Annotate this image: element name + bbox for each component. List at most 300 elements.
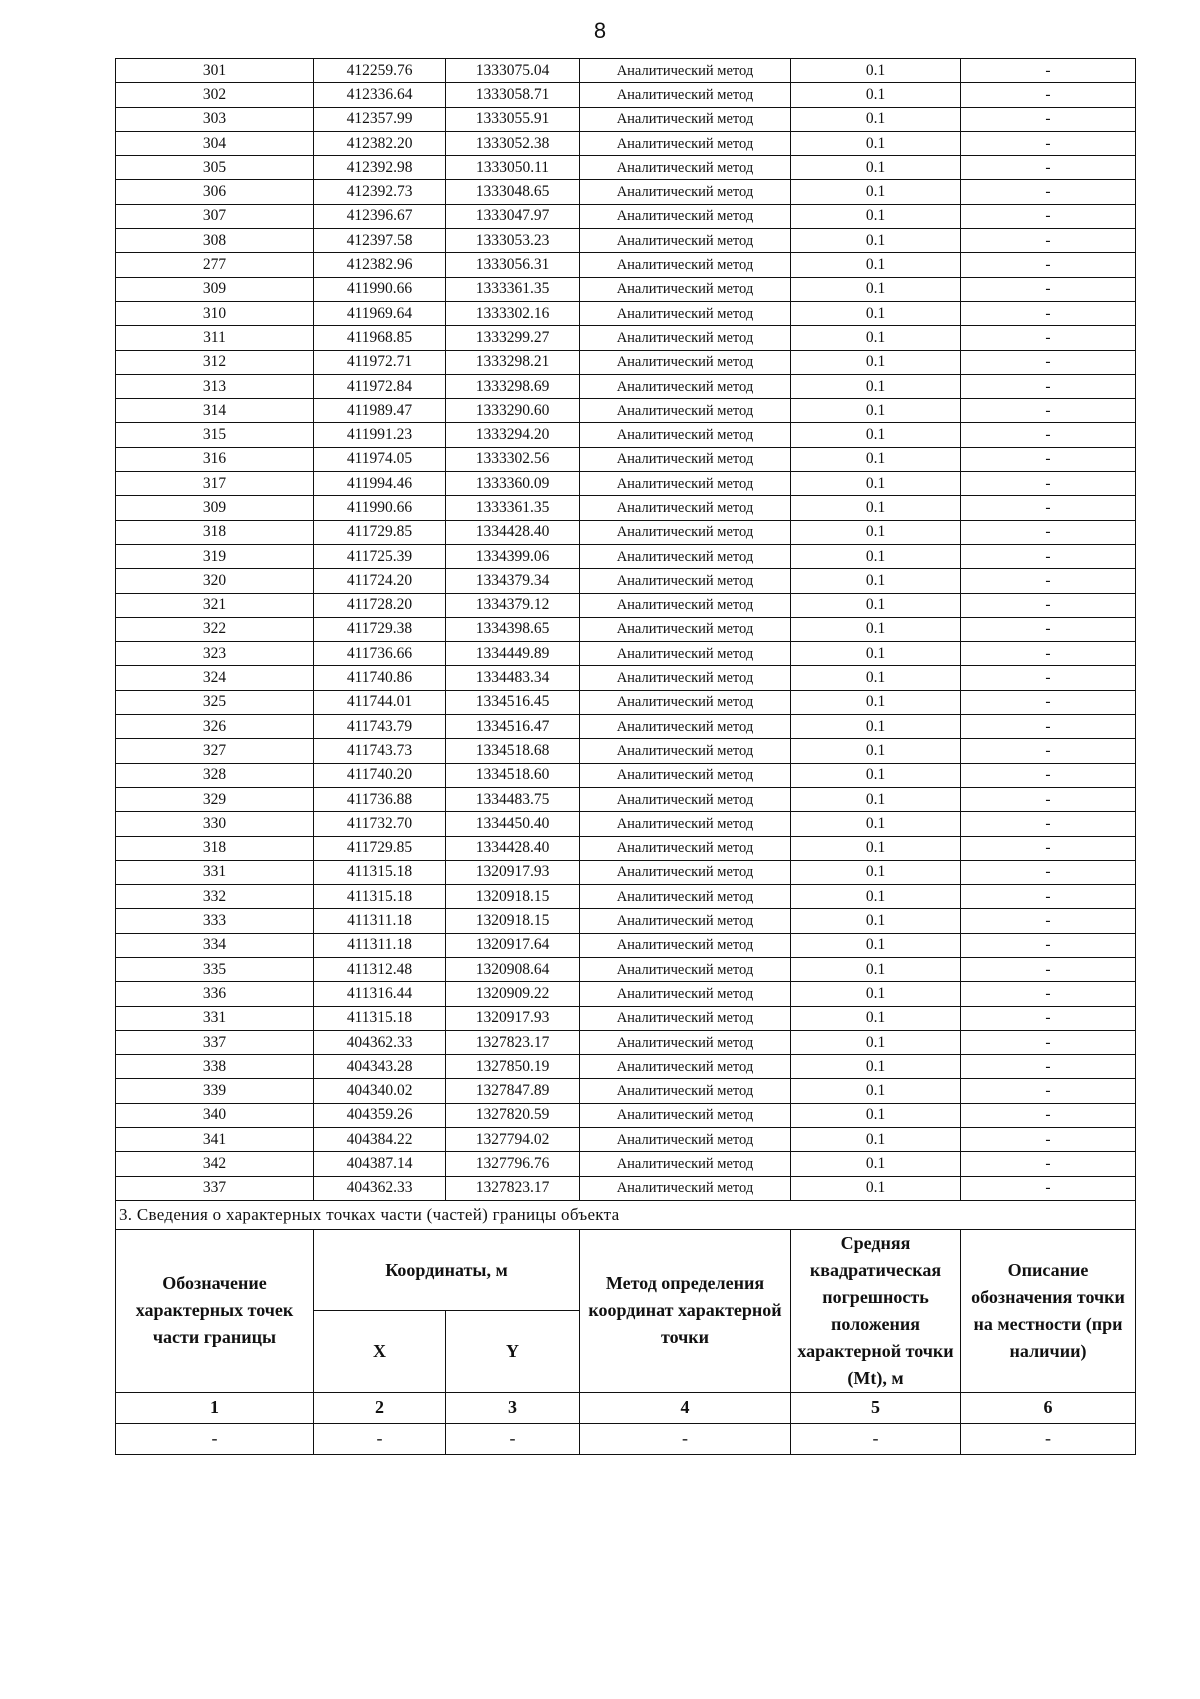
cell-error: 0.1: [791, 447, 961, 471]
table-row: [116, 107, 1136, 131]
cell-error: 0.1: [791, 569, 961, 593]
table-row: [116, 909, 1136, 933]
table-row: [116, 715, 1136, 739]
cell-description: -: [961, 787, 1136, 811]
header-point-designation: Обозначение характерных точек части границы: [116, 1229, 314, 1392]
cell-x: 411729.85: [314, 520, 446, 544]
cell-method: Аналитический метод: [580, 763, 791, 787]
cell-x: 411736.88: [314, 787, 446, 811]
cell-y: 1320909.22: [446, 982, 580, 1006]
cell-method: Аналитический метод: [580, 423, 791, 447]
cell-x: 411729.85: [314, 836, 446, 860]
cell-point-id: 319: [116, 544, 314, 568]
cell-error: 0.1: [791, 277, 961, 301]
cell-point-id: 301: [116, 59, 314, 83]
cell-point-id: 321: [116, 593, 314, 617]
cell-description: -: [961, 1030, 1136, 1054]
cell-point-id: 327: [116, 739, 314, 763]
cell-x: 412392.98: [314, 156, 446, 180]
table-row: [116, 326, 1136, 350]
cell-description: -: [961, 59, 1136, 83]
cell-point-id: 332: [116, 885, 314, 909]
cell-point-id: 277: [116, 253, 314, 277]
cell-method: Аналитический метод: [580, 1055, 791, 1079]
cell-method: Аналитический метод: [580, 59, 791, 83]
boundary-points-table: [115, 58, 1136, 1455]
cell-description: -: [961, 715, 1136, 739]
column-number: 1: [116, 1392, 314, 1423]
cell-y: 1333055.91: [446, 107, 580, 131]
cell-y: 1333048.65: [446, 180, 580, 204]
table-row: [116, 301, 1136, 325]
cell-error: 0.1: [791, 423, 961, 447]
header-coordinates: Координаты, м: [314, 1229, 580, 1311]
cell-error: 0.1: [791, 204, 961, 228]
cell-x: 411740.86: [314, 666, 446, 690]
cell-x: 411740.20: [314, 763, 446, 787]
cell-method: Аналитический метод: [580, 350, 791, 374]
cell-description: -: [961, 763, 1136, 787]
cell-x: 404340.02: [314, 1079, 446, 1103]
cell-description: -: [961, 301, 1136, 325]
table-row: [116, 982, 1136, 1006]
cell-error: 0.1: [791, 593, 961, 617]
table-row: [116, 83, 1136, 107]
cell-method: Аналитический метод: [580, 1152, 791, 1176]
cell-x: 411312.48: [314, 957, 446, 981]
table-row: [116, 1030, 1136, 1054]
cell-description: -: [961, 374, 1136, 398]
cell-x: 411744.01: [314, 690, 446, 714]
cell-description: -: [961, 690, 1136, 714]
cell-point-id: 313: [116, 374, 314, 398]
cell-x: 411315.18: [314, 1006, 446, 1030]
cell-error: 0.1: [791, 1152, 961, 1176]
cell-description: -: [961, 131, 1136, 155]
cell-x: 404359.26: [314, 1103, 446, 1127]
cell-description: -: [961, 520, 1136, 544]
cell-point-id: 329: [116, 787, 314, 811]
cell-x: 411994.46: [314, 472, 446, 496]
cell-x: 411743.79: [314, 715, 446, 739]
cell-x: 411732.70: [314, 812, 446, 836]
cell-method: Аналитический метод: [580, 301, 791, 325]
cell-point-id: 302: [116, 83, 314, 107]
cell-error: 0.1: [791, 666, 961, 690]
empty-cell: -: [961, 1423, 1136, 1454]
cell-x: 411316.44: [314, 982, 446, 1006]
cell-y: 1333302.56: [446, 447, 580, 471]
cell-y: 1334450.40: [446, 812, 580, 836]
cell-description: -: [961, 472, 1136, 496]
table-row: [116, 1079, 1136, 1103]
cell-error: 0.1: [791, 520, 961, 544]
cell-method: Аналитический метод: [580, 715, 791, 739]
table-row: [116, 739, 1136, 763]
cell-x: 404362.33: [314, 1030, 446, 1054]
column-number: 3: [446, 1392, 580, 1423]
cell-method: Аналитический метод: [580, 520, 791, 544]
cell-error: 0.1: [791, 982, 961, 1006]
cell-error: 0.1: [791, 1128, 961, 1152]
cell-x: 411315.18: [314, 860, 446, 884]
cell-description: -: [961, 83, 1136, 107]
cell-error: 0.1: [791, 1030, 961, 1054]
cell-x: 411989.47: [314, 399, 446, 423]
cell-point-id: 326: [116, 715, 314, 739]
cell-method: Аналитический метод: [580, 1079, 791, 1103]
section-3: [116, 1200, 1136, 1454]
cell-description: -: [961, 909, 1136, 933]
cell-y: 1334379.34: [446, 569, 580, 593]
table-row: [116, 1152, 1136, 1176]
cell-error: 0.1: [791, 909, 961, 933]
cell-point-id: 337: [116, 1176, 314, 1200]
cell-method: Аналитический метод: [580, 1128, 791, 1152]
cell-point-id: 323: [116, 642, 314, 666]
cell-y: 1334518.60: [446, 763, 580, 787]
cell-x: 412259.76: [314, 59, 446, 83]
cell-description: -: [961, 593, 1136, 617]
cell-x: 411974.05: [314, 447, 446, 471]
cell-description: -: [961, 544, 1136, 568]
cell-point-id: 324: [116, 666, 314, 690]
cell-error: 0.1: [791, 1006, 961, 1030]
cell-method: Аналитический метод: [580, 1006, 791, 1030]
empty-cell: -: [314, 1423, 446, 1454]
cell-error: 0.1: [791, 642, 961, 666]
cell-y: 1333294.20: [446, 423, 580, 447]
table-row: [116, 520, 1136, 544]
cell-x: 411725.39: [314, 544, 446, 568]
header-y: Y: [446, 1311, 580, 1393]
cell-method: Аналитический метод: [580, 399, 791, 423]
cell-point-id: 336: [116, 982, 314, 1006]
cell-y: 1333361.35: [446, 277, 580, 301]
cell-method: Аналитический метод: [580, 326, 791, 350]
cell-method: Аналитический метод: [580, 229, 791, 253]
cell-error: 0.1: [791, 1176, 961, 1200]
cell-y: 1327850.19: [446, 1055, 580, 1079]
cell-y: 1320917.93: [446, 860, 580, 884]
cell-error: 0.1: [791, 933, 961, 957]
cell-description: -: [961, 739, 1136, 763]
cell-point-id: 305: [116, 156, 314, 180]
cell-method: Аналитический метод: [580, 812, 791, 836]
cell-description: -: [961, 423, 1136, 447]
cell-y: 1334379.12: [446, 593, 580, 617]
cell-description: -: [961, 1006, 1136, 1030]
cell-y: 1333047.97: [446, 204, 580, 228]
cell-y: 1334398.65: [446, 617, 580, 641]
table-row: [116, 666, 1136, 690]
cell-error: 0.1: [791, 836, 961, 860]
table-row: [116, 253, 1136, 277]
cell-method: Аналитический метод: [580, 131, 791, 155]
cell-method: Аналитический метод: [580, 739, 791, 763]
cell-description: -: [961, 326, 1136, 350]
table-body: [116, 59, 1136, 1201]
cell-y: 1327823.17: [446, 1176, 580, 1200]
cell-point-id: 338: [116, 1055, 314, 1079]
cell-method: Аналитический метод: [580, 690, 791, 714]
empty-cell: -: [791, 1423, 961, 1454]
cell-error: 0.1: [791, 1079, 961, 1103]
cell-point-id: 322: [116, 617, 314, 641]
cell-x: 404387.14: [314, 1152, 446, 1176]
table-row: [116, 350, 1136, 374]
table-row: [116, 1128, 1136, 1152]
cell-y: 1333298.21: [446, 350, 580, 374]
cell-method: Аналитический метод: [580, 544, 791, 568]
cell-method: Аналитический метод: [580, 496, 791, 520]
cell-point-id: 333: [116, 909, 314, 933]
table-row: [116, 204, 1136, 228]
cell-error: 0.1: [791, 617, 961, 641]
cell-point-id: 306: [116, 180, 314, 204]
header-description: Описание обозначения точки на местности (при наличии): [961, 1229, 1136, 1392]
cell-description: -: [961, 253, 1136, 277]
cell-error: 0.1: [791, 690, 961, 714]
cell-point-id: 308: [116, 229, 314, 253]
table-row: [116, 1176, 1136, 1200]
cell-point-id: 341: [116, 1128, 314, 1152]
cell-error: 0.1: [791, 715, 961, 739]
cell-x: 411728.20: [314, 593, 446, 617]
cell-method: Аналитический метод: [580, 569, 791, 593]
cell-y: 1333361.35: [446, 496, 580, 520]
cell-y: 1320908.64: [446, 957, 580, 981]
cell-y: 1320918.15: [446, 909, 580, 933]
cell-x: 404343.28: [314, 1055, 446, 1079]
cell-error: 0.1: [791, 253, 961, 277]
cell-x: 411990.66: [314, 496, 446, 520]
cell-x: 411729.38: [314, 617, 446, 641]
table-row: [116, 180, 1136, 204]
cell-description: -: [961, 1055, 1136, 1079]
cell-y: 1327823.17: [446, 1030, 580, 1054]
cell-x: 412382.96: [314, 253, 446, 277]
cell-x: 404362.33: [314, 1176, 446, 1200]
cell-error: 0.1: [791, 326, 961, 350]
cell-error: 0.1: [791, 957, 961, 981]
cell-description: -: [961, 204, 1136, 228]
cell-y: 1333056.31: [446, 253, 580, 277]
cell-x: 412357.99: [314, 107, 446, 131]
cell-y: 1334483.75: [446, 787, 580, 811]
cell-error: 0.1: [791, 59, 961, 83]
section-3-title: 3. Сведения о характерных точках части (частей) границы объекта: [116, 1200, 1136, 1229]
cell-error: 0.1: [791, 812, 961, 836]
cell-x: 411972.71: [314, 350, 446, 374]
table-row: [116, 812, 1136, 836]
header-method: Метод определения координат характерной точки: [580, 1229, 791, 1392]
column-number: 6: [961, 1392, 1136, 1423]
cell-y: 1327796.76: [446, 1152, 580, 1176]
cell-point-id: 311: [116, 326, 314, 350]
empty-cell: -: [446, 1423, 580, 1454]
cell-y: 1334399.06: [446, 544, 580, 568]
table-row: [116, 399, 1136, 423]
cell-description: -: [961, 812, 1136, 836]
cell-y: 1334449.89: [446, 642, 580, 666]
table-row: [116, 1006, 1136, 1030]
cell-point-id: 339: [116, 1079, 314, 1103]
cell-x: 411991.23: [314, 423, 446, 447]
cell-method: Аналитический метод: [580, 1103, 791, 1127]
cell-x: 411311.18: [314, 933, 446, 957]
cell-y: 1334428.40: [446, 836, 580, 860]
table-row: [116, 59, 1136, 83]
cell-method: Аналитический метод: [580, 253, 791, 277]
cell-error: 0.1: [791, 229, 961, 253]
cell-description: -: [961, 836, 1136, 860]
table-row: [116, 763, 1136, 787]
cell-x: 412397.58: [314, 229, 446, 253]
cell-method: Аналитический метод: [580, 617, 791, 641]
header-error: Средняя квадратическая погрешность положения характерной точки (Mt), м: [791, 1229, 961, 1392]
column-number: 4: [580, 1392, 791, 1423]
cell-error: 0.1: [791, 860, 961, 884]
table-row: [116, 277, 1136, 301]
table-row: [116, 957, 1136, 981]
cell-x: 411990.66: [314, 277, 446, 301]
cell-point-id: 304: [116, 131, 314, 155]
cell-y: 1334483.34: [446, 666, 580, 690]
cell-point-id: 315: [116, 423, 314, 447]
cell-point-id: 314: [116, 399, 314, 423]
cell-point-id: 309: [116, 496, 314, 520]
cell-error: 0.1: [791, 131, 961, 155]
table-row: [116, 374, 1136, 398]
cell-method: Аналитический метод: [580, 83, 791, 107]
cell-error: 0.1: [791, 350, 961, 374]
cell-point-id: 340: [116, 1103, 314, 1127]
cell-y: 1327820.59: [446, 1103, 580, 1127]
cell-point-id: 342: [116, 1152, 314, 1176]
table-row: [116, 1103, 1136, 1127]
table-row: [116, 423, 1136, 447]
cell-x: 411315.18: [314, 885, 446, 909]
table-row: [116, 836, 1136, 860]
page-number: 8: [593, 18, 607, 43]
cell-method: Аналитический метод: [580, 107, 791, 131]
cell-description: -: [961, 666, 1136, 690]
cell-method: Аналитический метод: [580, 1176, 791, 1200]
cell-method: Аналитический метод: [580, 374, 791, 398]
cell-error: 0.1: [791, 399, 961, 423]
cell-method: Аналитический метод: [580, 156, 791, 180]
cell-point-id: 303: [116, 107, 314, 131]
cell-method: Аналитический метод: [580, 593, 791, 617]
cell-x: 411968.85: [314, 326, 446, 350]
cell-description: -: [961, 277, 1136, 301]
cell-method: Аналитический метод: [580, 860, 791, 884]
cell-method: Аналитический метод: [580, 836, 791, 860]
cell-description: -: [961, 885, 1136, 909]
cell-point-id: 335: [116, 957, 314, 981]
cell-point-id: 310: [116, 301, 314, 325]
cell-error: 0.1: [791, 763, 961, 787]
cell-point-id: 334: [116, 933, 314, 957]
cell-y: 1327794.02: [446, 1128, 580, 1152]
cell-x: 411969.64: [314, 301, 446, 325]
cell-description: -: [961, 642, 1136, 666]
cell-method: Аналитический метод: [580, 642, 791, 666]
cell-point-id: 316: [116, 447, 314, 471]
cell-description: -: [961, 1128, 1136, 1152]
cell-method: Аналитический метод: [580, 933, 791, 957]
cell-error: 0.1: [791, 1103, 961, 1127]
header-x: X: [314, 1311, 446, 1393]
cell-description: -: [961, 1176, 1136, 1200]
cell-description: -: [961, 982, 1136, 1006]
table-row: [116, 885, 1136, 909]
cell-method: Аналитический метод: [580, 666, 791, 690]
table-row: [116, 447, 1136, 471]
cell-description: -: [961, 107, 1136, 131]
cell-y: 1320917.93: [446, 1006, 580, 1030]
cell-y: 1333075.04: [446, 59, 580, 83]
cell-y: 1334428.40: [446, 520, 580, 544]
cell-x: 412336.64: [314, 83, 446, 107]
cell-y: 1333053.23: [446, 229, 580, 253]
cell-y: 1334516.45: [446, 690, 580, 714]
cell-y: 1333050.11: [446, 156, 580, 180]
cell-y: 1333290.60: [446, 399, 580, 423]
cell-error: 0.1: [791, 301, 961, 325]
cell-method: Аналитический метод: [580, 957, 791, 981]
cell-y: 1333298.69: [446, 374, 580, 398]
cell-description: -: [961, 569, 1136, 593]
cell-method: Аналитический метод: [580, 447, 791, 471]
cell-y: 1334518.68: [446, 739, 580, 763]
cell-error: 0.1: [791, 472, 961, 496]
cell-description: -: [961, 447, 1136, 471]
cell-error: 0.1: [791, 739, 961, 763]
table-row: [116, 569, 1136, 593]
table-row: [116, 496, 1136, 520]
cell-description: -: [961, 399, 1136, 423]
cell-point-id: 330: [116, 812, 314, 836]
cell-x: 412396.67: [314, 204, 446, 228]
cell-y: 1327847.89: [446, 1079, 580, 1103]
table-row: [116, 593, 1136, 617]
cell-description: -: [961, 156, 1136, 180]
cell-x: 411743.73: [314, 739, 446, 763]
cell-error: 0.1: [791, 180, 961, 204]
cell-x: 404384.22: [314, 1128, 446, 1152]
cell-method: Аналитический метод: [580, 277, 791, 301]
cell-x: 411724.20: [314, 569, 446, 593]
cell-description: -: [961, 860, 1136, 884]
cell-point-id: 337: [116, 1030, 314, 1054]
cell-error: 0.1: [791, 156, 961, 180]
cell-point-id: 320: [116, 569, 314, 593]
cell-method: Аналитический метод: [580, 787, 791, 811]
cell-y: 1334516.47: [446, 715, 580, 739]
cell-method: Аналитический метод: [580, 982, 791, 1006]
cell-error: 0.1: [791, 885, 961, 909]
cell-point-id: 317: [116, 472, 314, 496]
empty-cell: -: [116, 1423, 314, 1454]
table-row: [116, 472, 1136, 496]
cell-error: 0.1: [791, 544, 961, 568]
cell-description: -: [961, 933, 1136, 957]
cell-point-id: 312: [116, 350, 314, 374]
cell-error: 0.1: [791, 787, 961, 811]
table-row: [116, 642, 1136, 666]
